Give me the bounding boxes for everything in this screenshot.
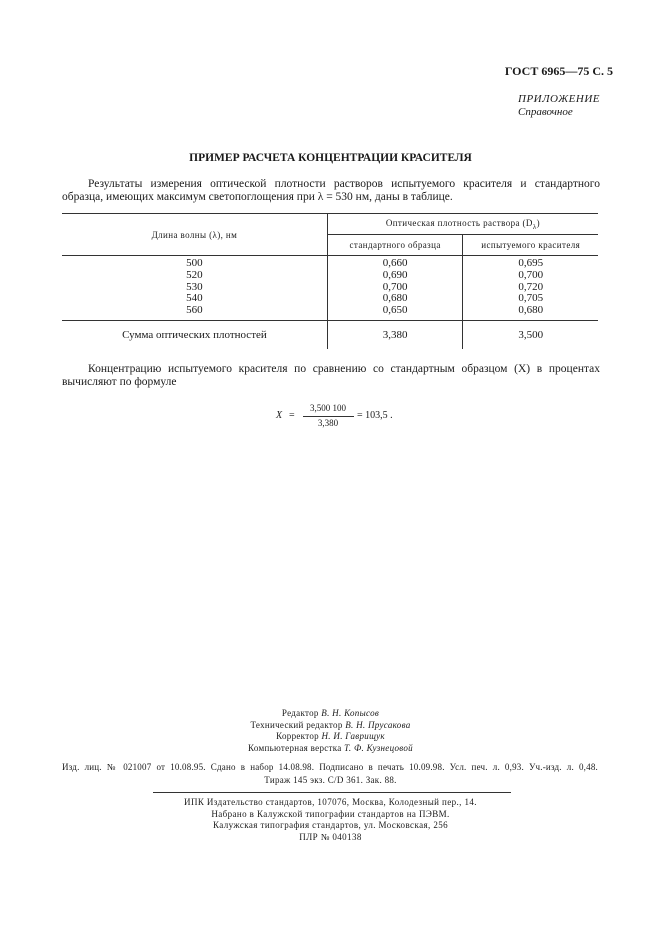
standard-value: 0,700 <box>382 280 408 293</box>
optical-density-table <box>62 213 598 349</box>
wavelength-value: 500 <box>186 257 203 269</box>
intro-paragraph: Результаты измерения оптической плотности растворов испытуемого красителя и стандартного образца, имеющих максимум светопоглощения при λ = 530 нм, даны в таблице. <box>62 178 600 203</box>
test-value: 0,705 <box>518 292 544 305</box>
section-title: ПРИМЕР РАСЧЕТА КОНЦЕНТРАЦИИ КРАСИТЕЛЯ <box>189 152 472 164</box>
publisher-footer <box>0 797 661 843</box>
wavelength-value: 530 <box>186 280 203 293</box>
sum-test: 3,500 <box>463 320 598 349</box>
editorial-credits <box>0 708 661 755</box>
table-cell-wavelengths <box>62 256 327 321</box>
formula-numerator: 3,500 100 <box>310 403 346 413</box>
print-run: Тираж 145 экз. С/D 361. Зак. 88. <box>264 775 397 785</box>
test-value: 0,695 <box>518 257 544 269</box>
credit-name: Т. Ф. Кузнецовой <box>344 743 413 754</box>
density-subscript: λ <box>532 222 537 231</box>
credit-name: Н. И. Гаврищук <box>321 731 385 742</box>
wavelength-value: 520 <box>186 268 203 281</box>
density-label: Оптическая плотность раствора (D <box>385 217 533 228</box>
credit-tech-editor <box>0 720 661 732</box>
appendix-label: ПРИЛОЖЕНИЕ <box>518 93 600 105</box>
sum-label: Сумма оптических плотностей <box>122 328 267 341</box>
formula-result: = 103,5 . <box>357 410 393 421</box>
credit-corrector <box>0 731 661 743</box>
standard-value: 0,660 <box>382 257 408 269</box>
table-cell-test-values <box>463 256 598 321</box>
credit-name: В. Н. Прусакова <box>345 719 411 730</box>
credit-label: Технический редактор <box>250 719 343 730</box>
test-value: 0,720 <box>518 280 544 293</box>
column-header-wavelength: Длина волны (λ), нм <box>62 214 327 256</box>
credit-label: Корректор <box>276 731 319 742</box>
standard-value: 0,690 <box>382 268 408 281</box>
table-cell-standard-values <box>327 256 463 321</box>
page-header-standard: ГОСТ 6965—75 С. 5 <box>504 64 613 78</box>
credit-editor <box>0 708 661 720</box>
test-value: 0,700 <box>518 268 544 281</box>
credit-label: Компьютерная верстка <box>248 743 342 754</box>
standard-value: 0,650 <box>382 304 408 317</box>
appendix-type: Справочное <box>518 106 573 118</box>
density-label-end: ) <box>536 217 541 228</box>
footer-divider <box>153 792 511 793</box>
column-header-standard: стандартного образца <box>327 235 463 256</box>
wavelength-value: 540 <box>186 292 203 305</box>
sum-standard: 3,380 <box>327 320 463 349</box>
formula-equals: = <box>289 410 295 421</box>
footer-license: ПЛР № 040138 <box>299 831 362 842</box>
credit-layout <box>0 743 661 755</box>
footer-typeset: Набрано в Калужской типографии стандартов на ПЭВМ. <box>211 808 450 819</box>
credit-label: Редактор <box>281 708 319 718</box>
standard-value: 0,680 <box>382 292 408 305</box>
formula-denominator: 3,380 <box>317 418 339 428</box>
publication-details: Изд. лиц. № 021007 от 10.08.95. Сдано в набор 14.08.98. Подписано в печать 10.09.98. Усл. печ. л. 0,93. Уч.-изд. л. 0,48. <box>62 762 598 772</box>
footer-printer: Калужская типография стандартов, ул. Московская, 256 <box>212 820 449 830</box>
column-header-test: испытуемого красителя <box>463 235 598 256</box>
footer-publisher: ИПК Издательство стандартов, 107076, Москва, Колодезный пер., 14. <box>184 797 477 807</box>
formula-intro-paragraph: Концентрацию испытуемого красителя по сравнению со стандартным образцом (X) в процентах вычисляют по формуле <box>62 363 600 388</box>
column-header-density <box>327 214 598 235</box>
credit-name: В. Н. Копысов <box>321 708 380 718</box>
wavelength-value: 560 <box>186 304 203 317</box>
test-value: 0,680 <box>518 304 544 317</box>
fraction-bar <box>303 416 354 417</box>
formula-variable: X <box>276 410 283 421</box>
